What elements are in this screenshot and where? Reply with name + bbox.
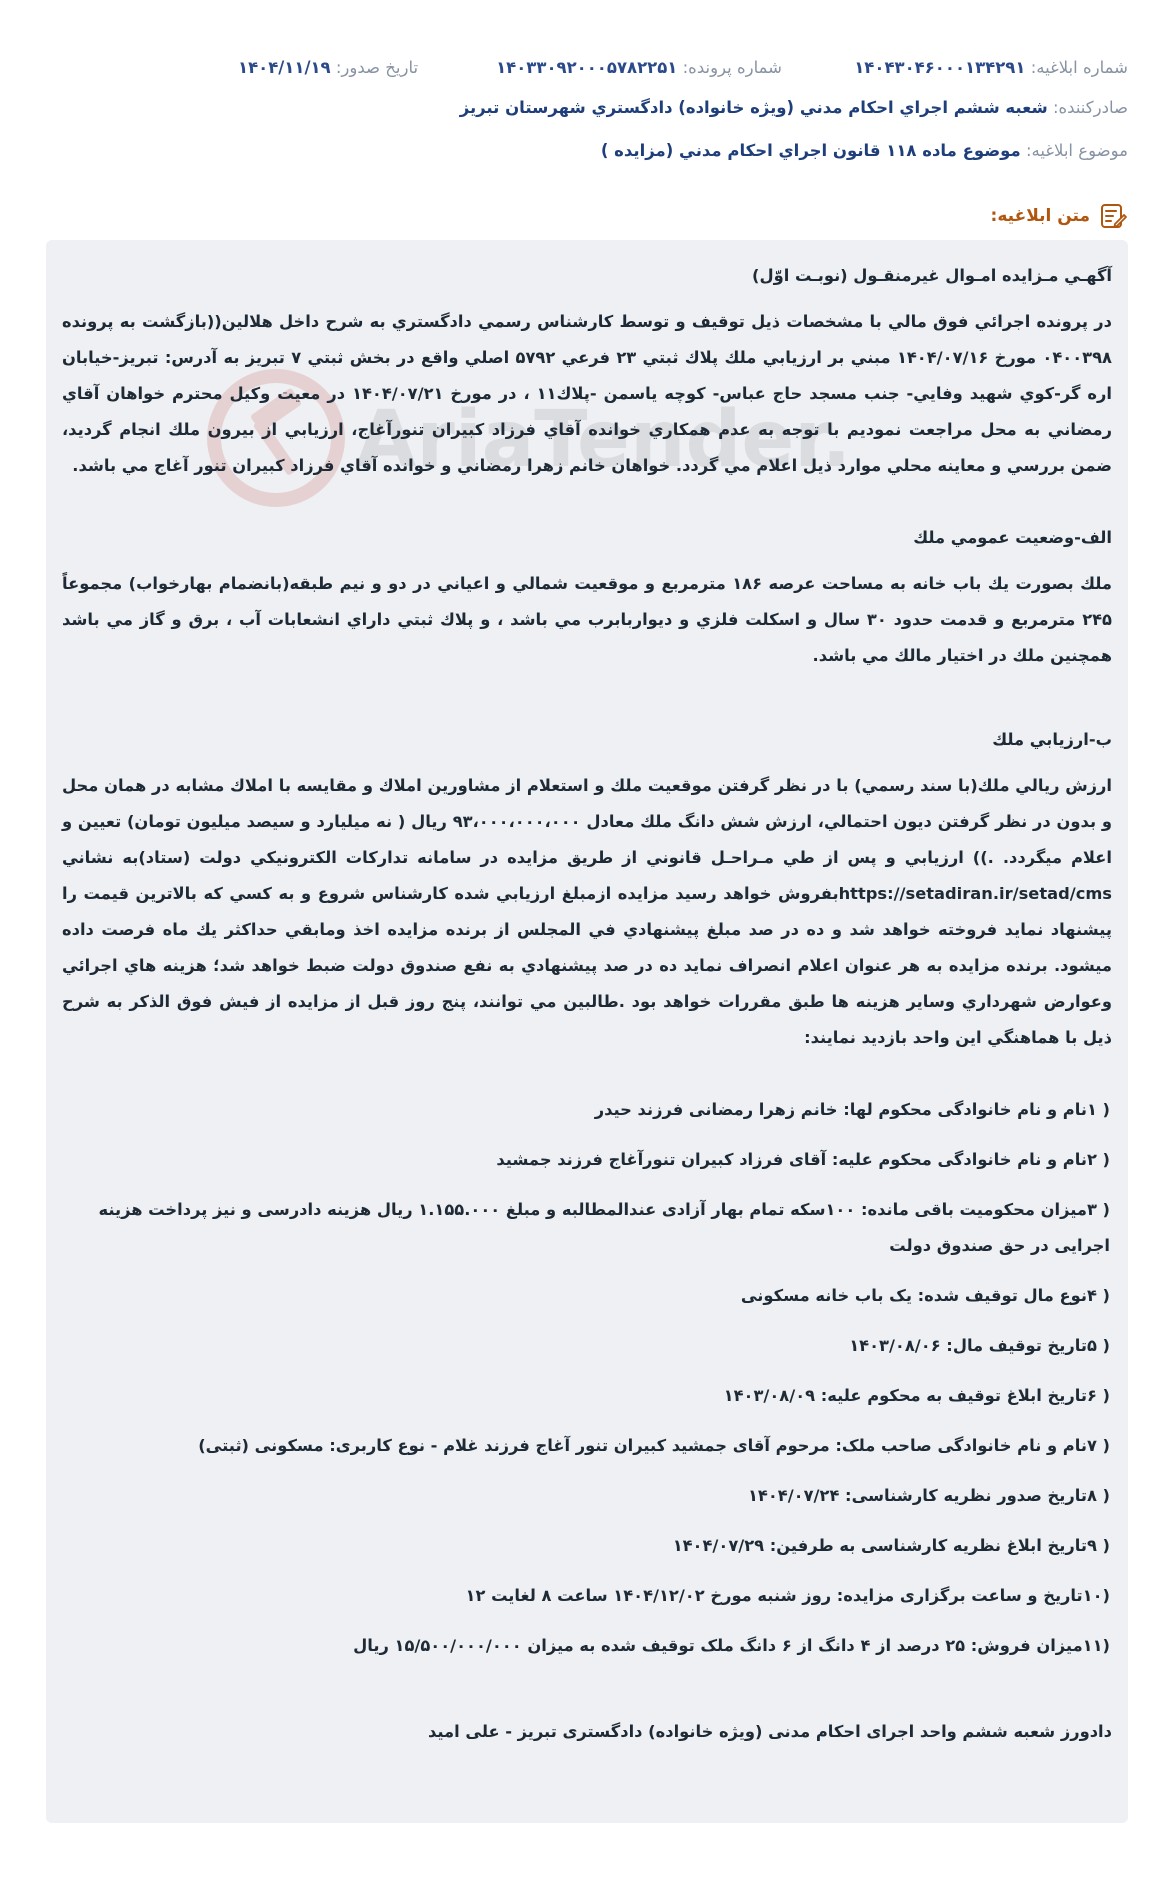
list-item: (۱۰تاریخ و ساعت برگزاری مزایده: روز شنبه مورخ ۱۴۰۴/۱۲/۰۲ ساعت ۸ لغایت ۱۲ <box>465 1586 1110 1605</box>
list-item: ( ۲نام و نام خانوادگی محکوم علیه: آقای فرزاد کبیران تنورآغاج فرزند جمشید <box>496 1150 1110 1169</box>
case-number-label: شماره پرونده: <box>682 58 782 77</box>
issue-date-label: تاريخ صدور: <box>335 58 419 77</box>
notice-card <box>46 240 1128 1823</box>
header-row-issuer <box>46 98 1128 122</box>
list-item: ( ۵تاریخ توقیف مال: ۱۴۰۳/۰۸/۰۶ <box>849 1336 1110 1355</box>
section-b-title: ب-ارزيابي ملك <box>992 730 1112 749</box>
notice-content <box>46 240 1128 1750</box>
items-list <box>62 1092 1112 1664</box>
notice-intro: در پرونده اجرائي فوق مالي با مشخصات ذيل توقيف و توسط كارشناس رسمي دادگستري به شرح داخل هلالين((بازگشت به پرونده ۰۴۰۰۳۹۸ مورخ ۱۴۰۴/۰۷/۱۶ مبني بر ارزيابي ملك پلاك ثبتي ۲۳ فرعي ۵۷۹۲ اصلي واقع در بخش ثبتي ۷ تبريز به آدرس: تبريز-خيابان اره گر-كوي شهيد وفايي- جنب مسجد حاج عباس- كوچه ياسمن -پلاك۱۱ ، در مورخ ۱۴۰۴/۰۷/۲۱ در معيت وكيل محترم خواهان آقاي رمضاني به محل مراجعت نموديم با توجه به عدم همكاري خوانده آقاي فرزاد كبيران تنورآغاج، ارزيابي از بيرون ملك انجام گرديد، ضمن بررسي و معاينه محلي موارد ذيل اعلام مي گردد. خواهان خانم زهرا رمضاني و خوانده آقاي فرزاد كبيران تنور آغاج مي باشد. <box>62 312 1112 475</box>
header-row-subject <box>46 141 1128 165</box>
case-number <box>496 58 782 77</box>
list-item: ( ۷نام و نام خانوادگی صاحب ملک: مرحوم آقای جمشید کبیران تنور آغاج فرزند غلام - نوع کاربری: مسکونی (ثبتی) <box>198 1436 1110 1455</box>
section-title: متن ابلاغيه: <box>990 206 1090 226</box>
issuer <box>460 98 1128 117</box>
list-item: (۱۱میزان فروش: ۲۵ درصد از ۴ دانگ از ۶ دانگ ملک توقیف شده به میزان ۱۵/۵۰۰/۰۰۰/۰۰۰ ریال <box>353 1636 1110 1655</box>
list-item: ( ۸تاریخ صدور نظریه کارشناسی: ۱۴۰۴/۰۷/۲۴ <box>747 1486 1110 1505</box>
notice-heading: آگهـي مـزايده امـوال غيرمنقـول (نوبـت اوّل) <box>752 266 1112 285</box>
notice-number-label: شماره ابلاغيه: <box>1030 58 1128 77</box>
issue-date-value: ۱۴۰۴/۱۱/۱۹ <box>238 58 331 77</box>
section-a-title: الف-وضعيت عمومي ملك <box>913 528 1112 547</box>
notice-text-heading <box>991 200 1128 232</box>
header-row-numbers <box>46 58 1128 82</box>
subject <box>601 141 1128 160</box>
notice-number-value: ۱۴۰۴۳۰۴۶۰۰۰۱۳۴۲۹۱ <box>854 58 1026 77</box>
list-item: ( ۱نام و نام خانوادگی محکوم لها: خانم زهرا رمضانی فرزند حیدر <box>594 1100 1110 1119</box>
issuer-value: شعبه ششم اجراي احكام مدني (ويژه خانواده) دادگستري شهرستان تبريز <box>459 98 1048 117</box>
subject-value: موضوع ماده ۱۱۸ قانون اجراي احكام مدني (مزايده ) <box>600 141 1021 160</box>
issuer-label: صادرکننده: <box>1052 98 1128 117</box>
case-number-value: ۱۴۰۳۳۰۹۲۰۰۰۵۷۸۲۲۵۱ <box>496 58 678 77</box>
list-item: ( ۹تاریخ ابلاغ نظریه کارشناسی به طرفین: ۱۴۰۴/۰۷/۲۹ <box>672 1536 1110 1555</box>
list-item: ( ۳میزان محکومیت باقی مانده: ۱۰۰سکه تمام بهار آزادی عندالمطالبه و مبلغ ۱.۱۵۵.۰۰۰ ریال هزینه دادرسی و نیز پرداخت هزینه اجرایی در حق صندوق دولت <box>98 1200 1110 1255</box>
subject-label: موضوع ابلاغيه: <box>1025 141 1128 160</box>
list-item: ( ۶تاریخ ابلاغ توقیف به محکوم علیه: ۱۴۰۳/۰۸/۰۹ <box>723 1386 1110 1405</box>
section-a-text: ملك بصورت يك باب خانه به مساحت عرصه ۱۸۶ مترمربع و موقعيت شمالي و اعياني در دو و نيم طبقه(بانضمام بهارخواب) مجموعاً ۲۴۵ مترمربع و قدمت حدود ۳۰ سال و اسكلت فلزي و ديواربابرب مي باشد ، و پلاك ثبتي داراي انشعابات آب ، برق و گاز مي باشد همچنين ملك در اختيار مالك مي باشد. <box>62 574 1112 665</box>
section-b-text: ارزش ريالي ملك(با سند رسمي) با در نظر گرفتن موقعيت ملك و استعلام از مشاورين املاك و مقايسه با املاك مشابه در همان محل و بدون در نظر گرفتن ديون احتمالي، ارزش شش دانگ ملك معادل ۹۳،۰۰۰،۰۰۰،۰۰۰ ريال ( نه ميليارد و سيصد ميليون تومان) تعيين و اعلام ميگردد. .)) ارزيابي و پس از طي مـراحـل قانوني از طريق مزايده در سامانه تداركات الكترونيكي دولت (ستاد)به نشاني https://setadiran.ir/setad/cmsبفروش خواهد رسيد مزايده ازمبلغ ارزيابي شده كارشناس شروع و به كسي كه بالاترين قيمت را پيشنهاد نمايد فروخته خواهد شد و ده در صد مبلغ پيشنهادي في المجلس از برنده مزايده اخذ ومابقي حداكثر يك ماه فرصت داده ميشود. برنده مزايده به هر عنوان اعلام انصراف نمايد ده در صد پيشنهادي به نفع صندوق دولت ضبط خواهد شد؛ هزينه هاي اجرائي وعوارض شهرداري وساير هزينه ها طبق مقررات خواهد بود .طالبين مي توانند، پنج روز قبل از مزايده از فيش فوق الذكر به شرح ذيل با هماهنگي اين واحد بازديد نمايند: <box>62 776 1113 1047</box>
issue-date <box>238 58 418 77</box>
list-item: ( ۴نوع مال توقیف شده: یک باب خانه مسکونی <box>740 1286 1110 1305</box>
signature: دادورز شعبه ششم واحد اجرای احکام مدنی (ویژه خانواده) دادگستری تبریز - علی امید <box>427 1722 1112 1741</box>
watermark-text: AriaTender <box>356 395 822 485</box>
note-pen-icon <box>1098 201 1128 231</box>
notice-number <box>854 58 1128 77</box>
